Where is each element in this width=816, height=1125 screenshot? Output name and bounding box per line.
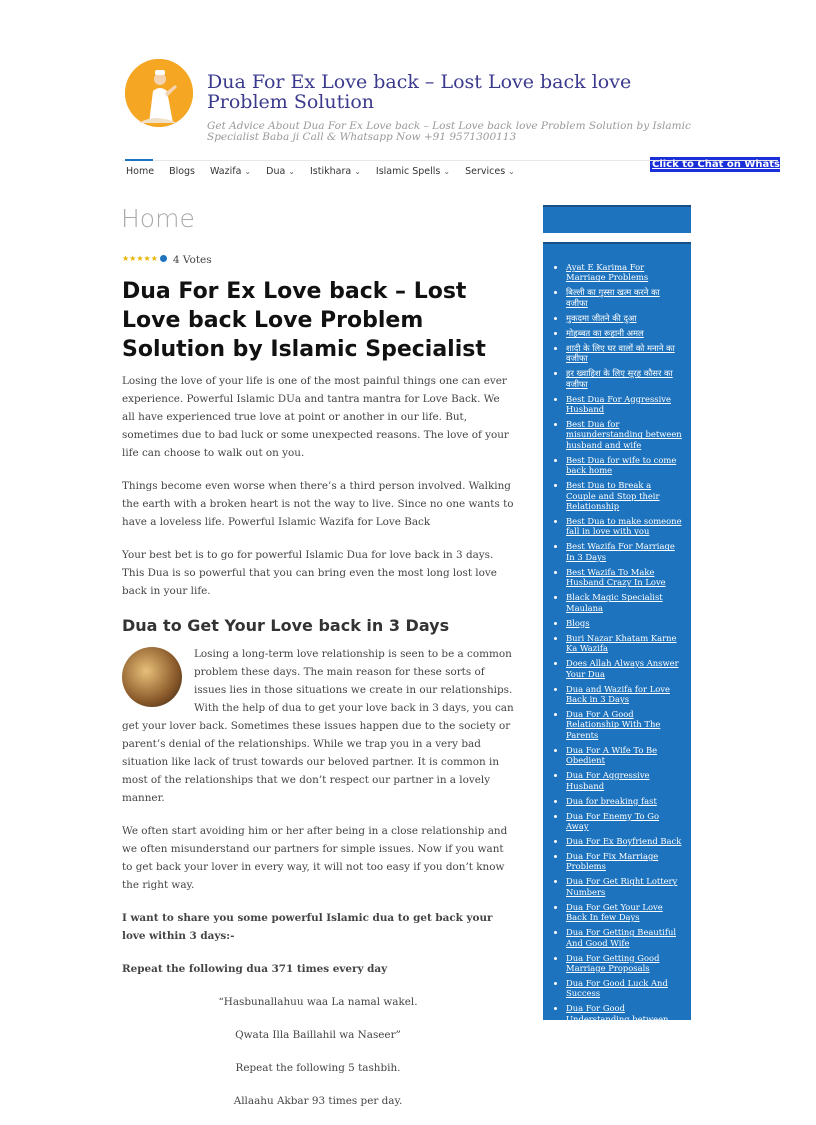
page-title: Home [121, 204, 195, 233]
chevron-down-icon: ⌄ [288, 167, 295, 176]
chevron-down-icon: ⌄ [354, 167, 361, 176]
article-title: Dua For Ex Love back – Lost Love back Love Problem Solution by Islamic Specialist [122, 279, 486, 362]
sidebar-link[interactable]: • Dua For Good Understanding between couples [566, 1003, 683, 1034]
sidebar-link[interactable]: • Dua For A Good Relationship With The Parents [566, 709, 683, 740]
nav-active-indicator [125, 159, 153, 161]
nav-item-services[interactable] [465, 166, 515, 177]
sidebar-link[interactable]: • Dua and Wazifa for Love Back in 3 Days [566, 684, 683, 705]
chevron-down-icon: ⌄ [244, 167, 252, 176]
sidebar-link[interactable]: • Best Dua to Break a Couple and Stop their Relationship [566, 480, 683, 511]
section-heading: Dua to Get Your Love back in 3 Days [122, 616, 450, 635]
nav-item-label: Islamic Spells [375, 166, 441, 177]
sidebar-link[interactable]: • Ayat E Karima For Marriage Problems [566, 262, 683, 283]
nav-item-label: Home [126, 166, 155, 177]
nav-divider [122, 160, 778, 161]
sidebar-link[interactable]: • मोहब्बत का रूहानी अमल [566, 328, 683, 338]
sidebar-link[interactable]: • Dua For Getting Good Marriage Proposals [566, 953, 683, 974]
sidebar-link[interactable]: • Blogs [566, 618, 683, 628]
article-paragraph: Your best bet is to go for powerful Islamic Dua for love back in 3 days. This Dua is so powerful that you can bring even the most long lost love back in your life. [122, 549, 497, 597]
sidebar-link[interactable]: • Dua For Fix Marriage Problems [566, 851, 683, 872]
dua-quote-line: Allaahu Akbar 93 times per day. [233, 1095, 403, 1107]
praying-man-logo-icon [125, 59, 193, 127]
nav-item-blogs[interactable] [169, 166, 195, 177]
sidebar-link[interactable]: • हर ख्वाहिश के लिए सूरह कौसर का वजीफा [566, 368, 683, 389]
dua-quote-line: Repeat the following 5 tashbih. [235, 1062, 401, 1074]
sidebar-link[interactable]: • Buri Nazar Khatam Karne Ka Wazifa [566, 633, 683, 654]
sidebar-link[interactable]: • Best Dua for wife to come back home [566, 455, 683, 476]
nav-item-home[interactable] [126, 166, 154, 177]
sidebar-link[interactable]: • शादी के लिए घर वालों को मनाने का वजीफा [566, 343, 683, 364]
sidebar-header-widget [543, 205, 691, 233]
sidebar-link[interactable]: • Dua For Getting Beautiful And Good Wife [566, 927, 683, 948]
sidebar-link[interactable]: • Dua For Good Luck And Success [566, 978, 683, 999]
whatsapp-chat-link[interactable]: Click to Chat on Whatsapp [652, 159, 802, 170]
sidebar-link[interactable]: • Dua For Enemy To Go Away [566, 811, 683, 832]
nav-item-label: Blogs [169, 166, 196, 177]
sidebar-link[interactable]: • Best Dua to make someone fall in love with you [566, 516, 683, 537]
site-description: Get Advice About Dua For Ex Love back – Lost Love back love Problem Solution by Islamic Specialist Baba ji Call & Whatsapp Now +91 9571300113 [207, 120, 691, 143]
sidebar-link[interactable]: • Dua for breaking fast [566, 796, 683, 806]
sidebar-link[interactable]: • Dua For A Wife To Be Obedient [566, 745, 683, 766]
article-paragraph-bold: I want to share you some powerful Islamic dua to get back your love within 3 days:- [122, 912, 493, 942]
nav-item-label: Istikhara [310, 166, 352, 177]
chevron-down-icon: ⌄ [508, 167, 515, 176]
sidebar-link[interactable]: • Best Wazifa To Make Husband Crazy In Love [566, 567, 683, 588]
nav-item-dua[interactable] [266, 166, 295, 177]
article-paragraph: Losing the love of your life is one of the most painful things one can ever experience. Powerful Islamic DUa and tantra mantra for Love Back. We all have experienced true love at point or another in our life. But, sometimes due to bad luck or some unexpected reasons. The love of your life can choose to walk out on you. [122, 375, 509, 459]
sidebar-link[interactable]: • Does Allah Always Answer Your Dua [566, 658, 683, 679]
vote-count: 4 Votes [172, 254, 212, 266]
article-content [122, 372, 514, 1125]
sidebar-link[interactable]: • Dua For Get Right Lottery Numbers [566, 876, 683, 897]
sidebar-link[interactable]: • मुकदमा जीतने की दुआ [566, 313, 683, 323]
sidebar-link[interactable]: • Best Wazifa For Marriage In 3 Days [566, 541, 683, 562]
site-logo[interactable] [125, 59, 193, 127]
nav-item-label: Services [465, 166, 506, 177]
info-icon[interactable] [160, 255, 167, 262]
sidebar-link[interactable]: • Dua For Get Your Love Back In few Days [566, 902, 683, 923]
couple-image [122, 647, 182, 707]
chevron-down-icon: ⌄ [443, 167, 451, 176]
sidebar-link[interactable]: • Dua For Aggressive Husband [566, 770, 683, 791]
nav-item-islamic-spells[interactable] [376, 166, 450, 177]
site-title[interactable]: Dua For Ex Love back – Lost Love back love Problem Solution [207, 71, 632, 113]
nav-item-istikhara[interactable] [310, 166, 361, 177]
article-paragraph: We often start avoiding him or her after being in a close relationship and we often misunderstand our partners for simple issues. Now if you want to get back your lover in every way, it will not too easy if you don’t know the right way. [122, 825, 508, 891]
sidebar-link[interactable]: • Best Dua for misunderstanding between husband and wife [566, 419, 683, 450]
sidebar-link[interactable]: • Best Dua For Aggressive Husband [566, 394, 683, 415]
main-navigation [126, 166, 530, 177]
dua-quote-line: Qwata Illa Baillahil wa Naseer” [235, 1029, 401, 1041]
article-paragraph-bold: Repeat the following dua 371 times every day [122, 963, 388, 975]
rating-stars-icon[interactable]: ★★★★★ [122, 253, 158, 263]
article-paragraph: Things become even worse when there’s a third person involved. Walking the earth with a broken heart is not the way to live. Since no one wants to have a loveless life. Powerful Islamic Wazifa for Love Back [122, 480, 514, 528]
sidebar-link[interactable]: • बिल्ली का गुस्सा खत्म करने का वजीफा [566, 287, 683, 308]
article-paragraph: Losing a long-term love relationship is seen to be a common problem these days. The main reason for these sorts of issues lies in those situations we create in our relationships. With the help of dua to get your love back in 3 days, you can get your lover back. Sometimes these issues happen due to the society or parent’s denial of the relationships. While we trap you in a very bad situation like lack of trust towards our beloved partner. It is common in most of the relationships that we don’t respect our partner in a lovely manner. [122, 648, 514, 804]
dua-quote-line: “Hasbunallahuu waa La namal wakel. [218, 996, 418, 1008]
sidebar-link[interactable]: • Black Magic Specialist Maulana [566, 592, 683, 613]
nav-item-wazifa[interactable] [210, 166, 251, 177]
star-rating[interactable] [122, 250, 212, 266]
sidebar-posts-widget [543, 242, 691, 1035]
nav-item-label: Dua [266, 166, 286, 177]
nav-item-label: Wazifa [210, 166, 242, 177]
sidebar-link[interactable]: • Dua For Ex Boyfriend Back [566, 836, 683, 846]
sidebar-link-list [543, 244, 691, 1035]
